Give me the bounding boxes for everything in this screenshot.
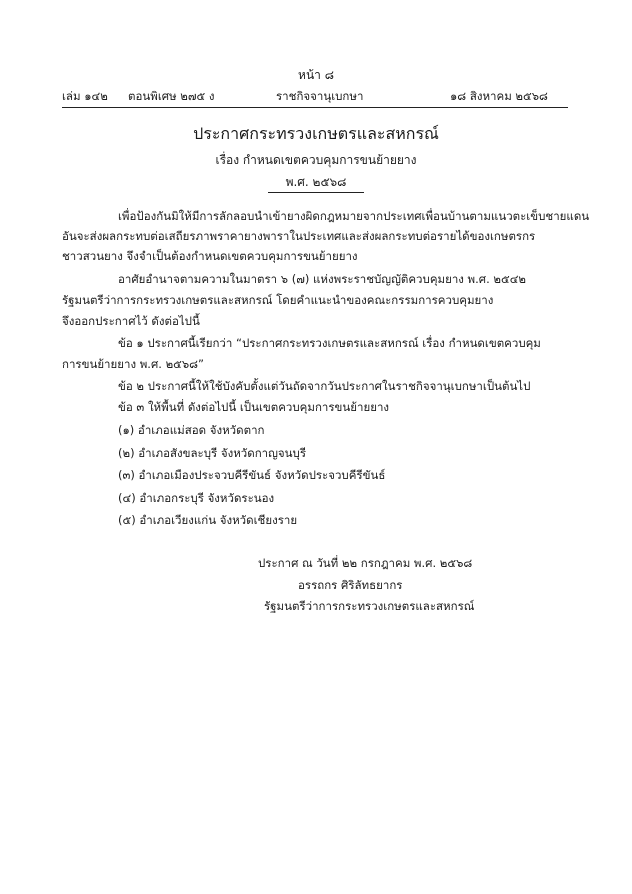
gazette-date: ๑๘ สิงหาคม ๒๕๖๘ xyxy=(450,89,548,103)
clause-1: ข้อ ๑ ประกาศนี้เรียกว่า “ประกาศกระทรวงเกษตรและสหกรณ์ เรื่อง กำหนดเขตควบคุม xyxy=(118,336,541,350)
volume-number: เล่ม ๑๔๒ xyxy=(62,89,108,103)
title-divider xyxy=(268,192,364,193)
body-line: อันจะส่งผลกระทบต่อเสถียรภาพราคายางพาราในประเทศและส่งผลกระทบต่อรายได้ของเกษตรกร xyxy=(62,229,536,243)
announcement-year: พ.ศ. ๒๕๖๘ xyxy=(285,175,347,189)
special-section: ตอนพิเศษ ๒๗๕ ง xyxy=(128,89,215,103)
announcement-date: ประกาศ ณ วันที่ ๒๒ กรกฎาคม พ.ศ. ๒๕๖๘ xyxy=(258,556,473,570)
clause-1-continued: การขนย้ายยาง พ.ศ. ๒๕๖๘” xyxy=(62,357,204,371)
clause-2: ข้อ ๒ ประกาศนี้ให้ใช้บังคับตั้งแต่วันถัดจากวันประกาศในราชกิจจานุเบกษาเป็นต้นไป xyxy=(118,379,531,393)
body-line: จึงออกประกาศไว้ ดังต่อไปนี้ xyxy=(62,314,200,328)
area-item: (๑) อำเภอแม่สอด จังหวัดตาก xyxy=(118,423,265,437)
announcement-subject: เรื่อง กำหนดเขตควบคุมการขนย้ายยาง xyxy=(215,153,417,167)
signatory-name: อรรถกร ศิริลัทธยากร xyxy=(298,578,403,592)
area-item: (๓) อำเภอเมืองประจวบคีรีขันธ์ จังหวัดประจวบคีรีขันธ์ xyxy=(118,468,386,482)
area-item: (๒) อำเภอสังขละบุรี จังหวัดกาญจนบุรี xyxy=(118,446,306,460)
clause-3: ข้อ ๓ ให้พื้นที่ ดังต่อไปนี้ เป็นเขตควบคุมการขนย้ายยาง xyxy=(118,400,390,414)
body-line: ชาวสวนยาง จึงจำเป็นต้องกำหนดเขตควบคุมการขนย้ายยาง xyxy=(62,249,358,263)
page-number: หน้า ๘ xyxy=(298,68,334,82)
body-line: รัฐมนตรีว่าการกระทรวงเกษตรและสหกรณ์ โดยคำแนะนำของคณะกรรมการควบคุมยาง xyxy=(62,293,494,307)
area-item: (๔) อำเภอกระบุรี จังหวัดระนอง xyxy=(118,491,275,505)
gazette-name: ราชกิจจานุเบกษา xyxy=(276,89,364,103)
area-item: (๕) อำเภอเวียงแก่น จังหวัดเชียงราย xyxy=(118,513,298,527)
header-rule xyxy=(62,107,568,108)
announcement-title: ประกาศกระทรวงเกษตรและสหกรณ์ xyxy=(193,124,439,143)
body-line: เพื่อป้องกันมิให้มีการลักลอบนำเข้ายางผิดกฎหมายจากประเทศเพื่อนบ้านตามแนวตะเข็บชายแดน xyxy=(118,209,590,223)
body-line: อาศัยอำนาจตามความในมาตรา ๖ (๗) แห่งพระราชบัญญัติควบคุมยาง พ.ศ. ๒๕๔๒ xyxy=(118,272,526,286)
signatory-position: รัฐมนตรีว่าการกระทรวงเกษตรและสหกรณ์ xyxy=(264,599,475,613)
